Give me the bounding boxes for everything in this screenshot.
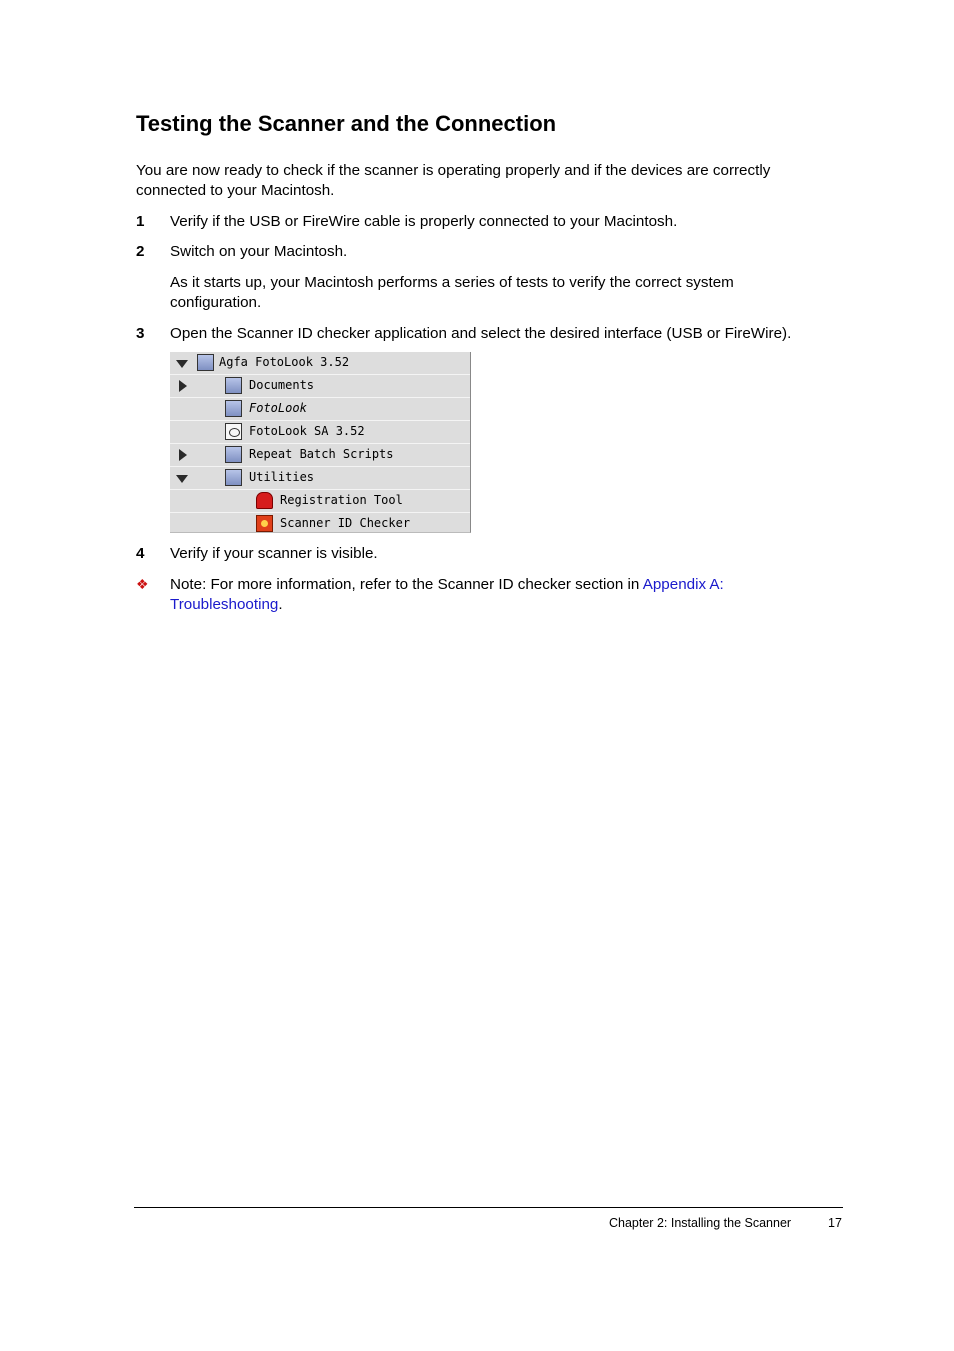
folder-icon (225, 469, 242, 486)
note-text (170, 575, 770, 615)
finder-row-label: Agfa FotoLook 3.52 (219, 355, 350, 369)
folder-icon (225, 446, 242, 463)
alias-folder-icon (225, 400, 242, 417)
finder-row-label: FotoLook SA 3.52 (249, 424, 365, 438)
footer-divider (134, 1207, 843, 1208)
disclosure-closed-icon[interactable] (179, 449, 187, 461)
step-4-text: Verify if your scanner is visible. (170, 545, 378, 562)
footer-chapter: Chapter 2: Installing the Scanner (609, 1216, 792, 1230)
finder-row-utilities[interactable] (170, 467, 470, 490)
step-4-number: 4 (136, 545, 145, 562)
disclosure-open-icon[interactable] (176, 475, 188, 483)
finder-row-label: Scanner ID Checker (280, 516, 411, 530)
step-2-text: Switch on your Macintosh. (170, 243, 348, 260)
step-2-number: 2 (136, 243, 145, 260)
finder-row-fotolook-sa[interactable] (170, 421, 470, 444)
finder-row-label: Utilities (249, 470, 315, 484)
folder-icon (197, 354, 214, 371)
finder-list-view (170, 352, 471, 533)
step-3-text: Open the Scanner ID checker application and select the desired interface (USB or FireWire). (170, 325, 792, 342)
appendix-link-part2[interactable]: Troubleshooting (170, 596, 279, 613)
note-suffix: . (278, 596, 283, 613)
registration-icon (256, 492, 273, 509)
appendix-link-part1[interactable]: Appendix A: (642, 576, 724, 593)
note-prefix: Note: For more information, refer to the Scanner ID checker section in (170, 576, 643, 593)
footer-page-number: 17 (828, 1216, 842, 1230)
finder-row-label: Documents (249, 378, 315, 392)
disclosure-open-icon[interactable] (176, 360, 188, 368)
finder-row-documents[interactable] (170, 375, 470, 398)
step-1-text: Verify if the USB or FireWire cable is properly connected to your Macintosh. (170, 213, 678, 230)
finder-row-label: Repeat Batch Scripts (249, 447, 394, 461)
intro-paragraph: You are now ready to check if the scanner is operating properly and if the devices are correctly connected to your Macintosh. (136, 162, 771, 199)
finder-row-repeat-batch-scripts[interactable] (170, 444, 470, 467)
step-3-number: 3 (136, 325, 145, 342)
disclosure-closed-icon[interactable] (179, 380, 187, 392)
folder-icon (225, 377, 242, 394)
finder-row-registration-tool[interactable] (170, 490, 470, 513)
finder-row-fotolook-alias[interactable] (170, 398, 470, 421)
step-2-subtext: As it starts up, your Macintosh performs a series of tests to verify the correct system configuration. (170, 274, 734, 311)
step-1-number: 1 (136, 213, 145, 230)
page-title: Testing the Scanner and the Connection (136, 111, 557, 136)
scanner-id-icon (256, 515, 273, 532)
finder-row-label: FotoLook (249, 401, 307, 415)
finder-row-scanner-id-checker[interactable] (170, 513, 470, 535)
finder-row-agfa-fotolook[interactable] (170, 352, 470, 375)
app-icon (225, 423, 242, 440)
finder-row-label: Registration Tool (280, 493, 403, 507)
note-diamond-icon: ❖ (136, 576, 149, 592)
